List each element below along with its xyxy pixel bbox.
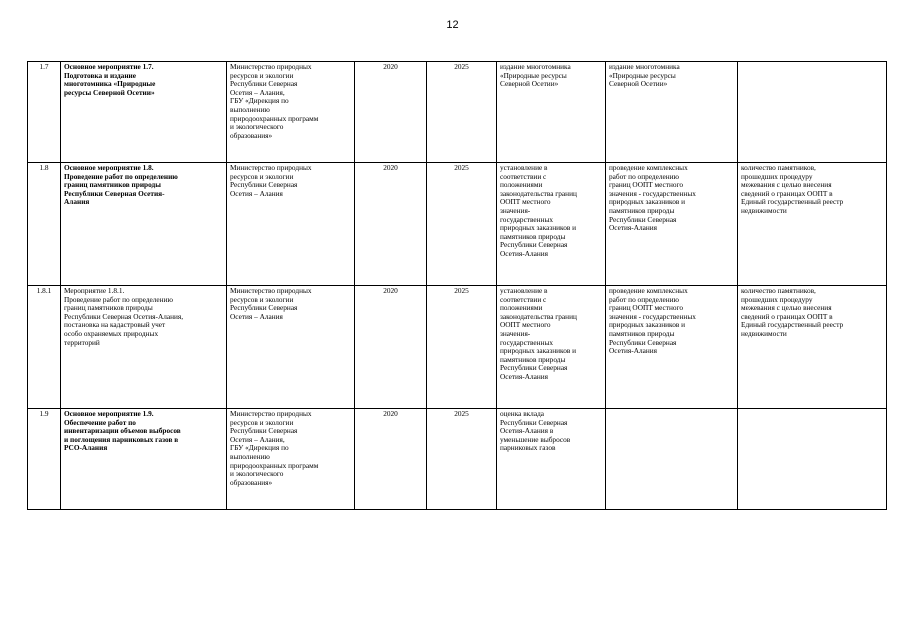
executor: Министерство природных ресурсов и экологии Республики Северная Осетия – Алания bbox=[227, 286, 355, 409]
expected-result: установление в соответствии с положениями законодательства границ ООПТ местного значения- государственных природных заказников и памятников природы Республики Северная Осетия-Алания bbox=[497, 286, 606, 409]
executor: Министерство природных ресурсов и экологии Республики Северная Осетия – Алания bbox=[227, 163, 355, 286]
measure-title: Основное мероприятие 1.8. Проведение работ по определению границ памятников природы Республики Северная Осетия- Алания bbox=[61, 163, 227, 286]
measure-title: Основное мероприятие 1.9. Обеспечение работ по инвентаризации объемов выбросов и поглощения парниковых газов в РСО-Алания bbox=[61, 409, 227, 510]
row-number: 1.8 bbox=[28, 163, 61, 286]
table-row bbox=[28, 286, 887, 409]
consequence: издание многотомника «Природные ресурсы Северной Осетии» bbox=[606, 62, 738, 163]
table-row bbox=[28, 62, 887, 163]
table-row bbox=[28, 163, 887, 286]
start-year: 2020 bbox=[355, 409, 427, 510]
measures-table bbox=[27, 61, 887, 510]
end-year: 2025 bbox=[427, 286, 497, 409]
table-row bbox=[28, 409, 887, 510]
measure-title: Основное мероприятие 1.7. Подготовка и издание многотомника «Природные ресурсы Северной Осетии» bbox=[61, 62, 227, 163]
start-year: 2020 bbox=[355, 163, 427, 286]
executor: Министерство природных ресурсов и экологии Республики Северная Осетия – Алания, ГБУ «Дирекция по выполнению природоохранных программ и экологического образования» bbox=[227, 62, 355, 163]
indicator: количество памятников, прошедших процедуру межевания с целью внесения сведений о границах ООПТ в Единый государственный реестр недвижимости bbox=[738, 163, 887, 286]
consequence bbox=[606, 409, 738, 510]
page-number: 12 bbox=[446, 19, 459, 31]
expected-result: оценка вклада Республики Северная Осетия-Алания в уменьшение выбросов парниковых газов bbox=[497, 409, 606, 510]
measure-title: Мероприятие 1.8.1. Проведение работ по определению границ памятников природы Республики Северная Осетия-Алания, постановка на кадастровый учет особо охраняемых природных территорий bbox=[61, 286, 227, 409]
row-number: 1.9 bbox=[28, 409, 61, 510]
start-year: 2020 bbox=[355, 62, 427, 163]
consequence: проведение комплексных работ по определению границ ООПТ местного значения - государственных природных заказников и памятников природы Республики Северная Осетия-Алания bbox=[606, 286, 738, 409]
indicator bbox=[738, 62, 887, 163]
expected-result: издание многотомника «Природные ресурсы Северной Осетии» bbox=[497, 62, 606, 163]
end-year: 2025 bbox=[427, 409, 497, 510]
end-year: 2025 bbox=[427, 163, 497, 286]
end-year: 2025 bbox=[427, 62, 497, 163]
executor: Министерство природных ресурсов и экологии Республики Северная Осетия – Алания, ГБУ «Дирекция по выполнению природоохранных программ и экологического образования» bbox=[227, 409, 355, 510]
indicator: количество памятников, прошедших процедуру межевания с целью внесения сведений о границах ООПТ в Единый государственный реестр недвижимости bbox=[738, 286, 887, 409]
consequence: проведение комплексных работ по определению границ ООПТ местного значения - государственных природных заказников и памятников природы Республики Северная Осетия-Алания bbox=[606, 163, 738, 286]
indicator bbox=[738, 409, 887, 510]
expected-result: установление в соответствии с положениями законодательства границ ООПТ местного значения- государственных природных заказников и памятников природы Республики Северная Осетия-Алания bbox=[497, 163, 606, 286]
row-number: 1.7 bbox=[28, 62, 61, 163]
start-year: 2020 bbox=[355, 286, 427, 409]
row-number: 1.8.1 bbox=[28, 286, 61, 409]
